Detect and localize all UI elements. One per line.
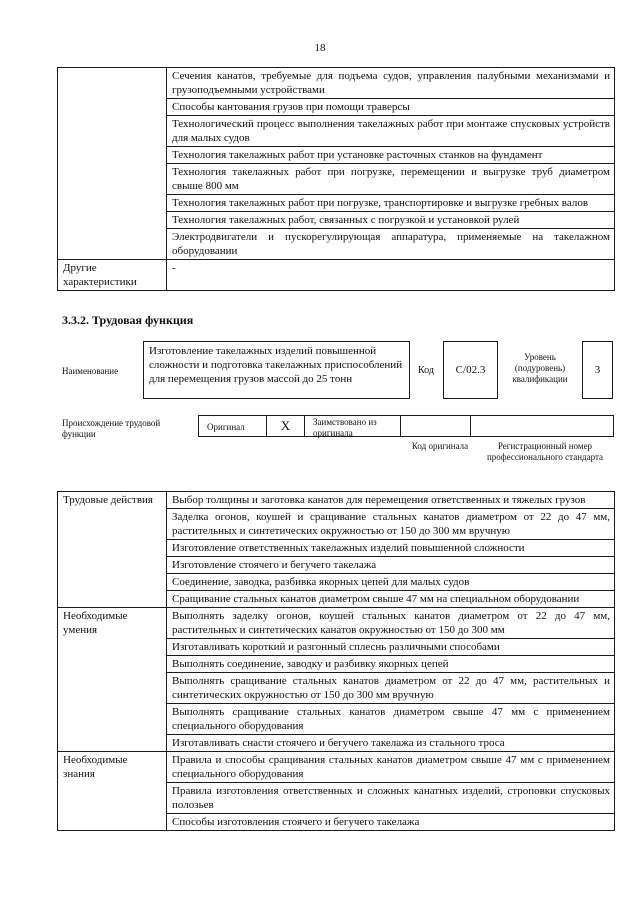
original-label: Оригинал	[198, 415, 266, 437]
table-cell: Выбор толщины и заготовка канатов для перемещения ответственных и тяжелых грузов	[167, 492, 615, 509]
original-mark: X	[266, 415, 304, 437]
table-cell: Правила и способы сращивания стальных канатов диаметром свыше 47 мм с применением специального оборудования	[167, 752, 615, 783]
code-original-cell	[400, 415, 470, 437]
table-cell: Сращивание стальных канатов диаметром свыше 47 мм на специальном оборудовании	[167, 591, 615, 608]
table-cell: Правила изготовления ответственных и сложных канатных изделий, строповки спусковых полозьев	[167, 783, 615, 814]
labor-actions-label: Трудовые действия	[58, 492, 167, 608]
table-cell: Технология такелажных работ, связанных с погрузкой и установкой рулей	[167, 212, 615, 229]
table-cell: Изготовление ответственных такелажных изделий повышенной сложности	[167, 540, 615, 557]
table-cell: Выполнять сращивание стальных канатов диаметром от 22 до 47 мм, растительных и синтетических окружностью от 150 до 300 мм вручную	[167, 673, 615, 704]
table-cell: Электродвигатели и пускорегулирующая аппаратура, применяемые на такелажном оборудовании	[167, 229, 615, 260]
code-original-label: Код оригинала	[411, 441, 469, 451]
table-cell: Изготавливать короткий и разгонный сплеснь различными способами	[167, 639, 615, 656]
page-number: 18	[314, 42, 326, 54]
table-cell: Изготовление стоячего и бегучего такелажа	[167, 557, 615, 574]
function-code-box: C/02.3	[443, 341, 498, 399]
function-details-table	[57, 491, 615, 831]
table-label-cell	[58, 68, 167, 260]
table-cell: Заделка огонов, коушей и сращивание стальных канатов диаметром от 22 до 47 мм, растительных и синтетических окружностью от 150 до 300 мм вручную	[167, 509, 615, 540]
table-cell: Сечения канатов, требуемые для подъема судов, управления палубными механизмами и грузоподъемными устройствами	[167, 68, 615, 99]
table-cell: Способы кантования грузов при помощи траверсы	[167, 99, 615, 116]
table-cell: Выполнять соединение, заводку и разбивку якорных цепей	[167, 656, 615, 673]
table-cell: Выполнять сращивание стальных канатов диаметром свыше 47 мм с применением специального оборудования	[167, 704, 615, 735]
name-label: Наименование	[62, 366, 119, 376]
level-label: Уровень (подуровень) квалификации	[512, 352, 568, 384]
required-knowledge-label: Необходимые знания	[58, 752, 167, 831]
table-cell: Технологический процесс выполнения такелажных работ при монтаже спусковых устройств для малых судов	[167, 116, 615, 147]
table-cell: Способы изготовления стоячего и бегучего такелажа	[167, 814, 615, 831]
reg-number-label: Регистрационный номер профессионального стандарта	[486, 441, 604, 462]
table-cell: Технология такелажных работ при погрузке, перемещении и выгрузке труб диаметром свыше 800 мм	[167, 164, 615, 195]
table-cell: Изготавливать снасти стоячего и бегучего такелажа из стального троса	[167, 735, 615, 752]
table-cell: Технология такелажных работ при погрузке, транспортировке и выгрузке гребных валов	[167, 195, 615, 212]
code-label: Код	[418, 365, 434, 376]
borrowed-label: Заимствовано из оригинала	[304, 415, 400, 437]
origin-label: Происхождение трудовой функции	[62, 418, 161, 439]
table-cell: Технология такелажных работ при установке расточных станков на фундамент	[167, 147, 615, 164]
reg-number-cell	[470, 415, 614, 437]
other-characteristics-value: -	[167, 260, 615, 291]
function-name-box: Изготовление такелажных изделий повышенной сложности и подготовка такелажных приспособлений для перемещения грузов массой до 25 тонн	[143, 341, 410, 399]
other-characteristics-label: Другие характеристики	[58, 260, 167, 291]
level-value-box: 3	[582, 341, 613, 399]
table-cell: Выполнять заделку огонов, коушей стальных канатов диаметром от 22 до 47 мм, растительных и синтетических канатов окружностью от 150 до 300 мм	[167, 608, 615, 639]
knowledge-continuation-table	[57, 67, 615, 291]
origin-row	[198, 415, 614, 437]
section-title: 3.3.2. Трудовая функция	[62, 313, 194, 327]
table-cell: Соединение, заводка, разбивка якорных цепей для малых судов	[167, 574, 615, 591]
required-skills-label: Необходимые умения	[58, 608, 167, 752]
